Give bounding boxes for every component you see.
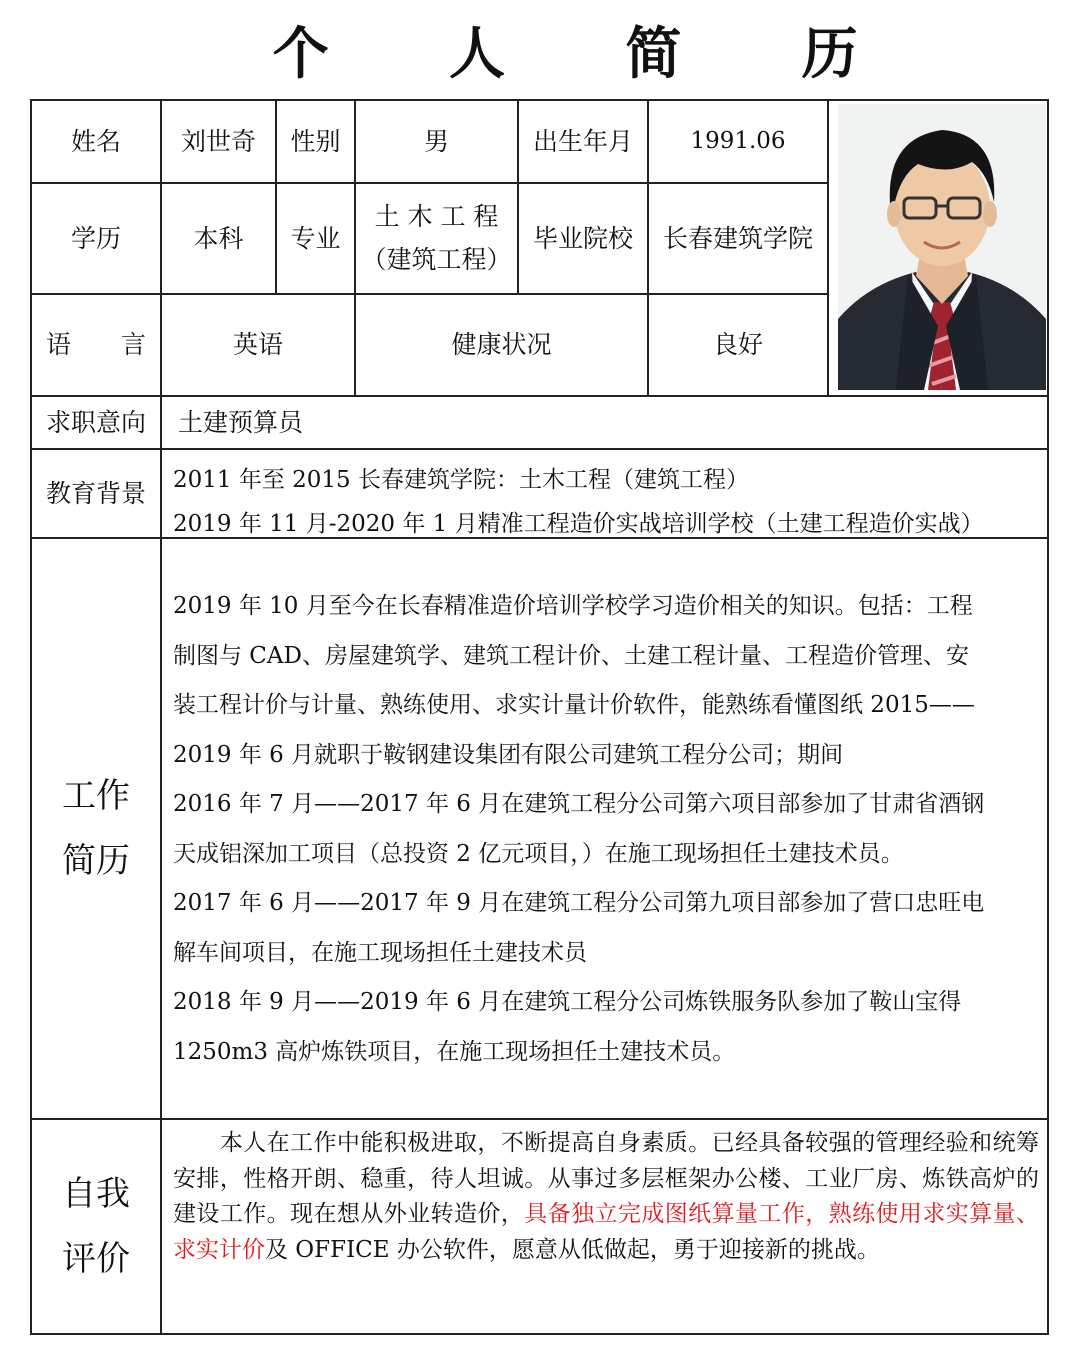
work-line: 2017 年 6 月——2017 年 9 月在建筑工程分公司第九项目部参加了营口忠旺电 — [173, 890, 985, 916]
language-value: 英语 — [232, 330, 283, 360]
health-label: 健康状况 — [451, 330, 552, 360]
birth-label: 出生年月 — [532, 126, 633, 156]
major-line-2: （建筑工程） — [361, 244, 512, 274]
self-eval-highlight: 具备独立完成图纸算量工作，熟练使用求实算量、求实计价 — [173, 1201, 1040, 1263]
name-value: 刘世奇 — [180, 126, 256, 156]
work-line: 装工程计价与计量、熟练使用、求实计量计价软件，能熟练看懂图纸 2015—— — [173, 692, 975, 718]
work-line: 天成铝深加工项目（总投资 2 亿元项目，）在施工现场担任土建技术员。 — [173, 840, 904, 867]
major-label: 专业 — [290, 223, 341, 253]
self-eval-part-1: 本人在工作中能积极进取，不断提高自身素质。已经具备较强的管理经验和统筹安排，性格开朗、稳重，待人坦诚。从事过多层框架办公楼、工业厂房、炼铁高炉的建设工作。现在想从外业转造价， — [173, 1130, 1039, 1227]
name-label: 姓名 — [70, 126, 121, 156]
education-line-2: 2019 年 11 月-2020 年 1 月精准工程造价实战培训学校（土建工程造价实战） — [173, 511, 984, 537]
work-line: 2018 年 9 月——2019 年 6 月在建筑工程分公司炼铁服务队参加了鞍山宝得 — [173, 989, 962, 1015]
work-line: 解车间项目，在施工现场担任土建技术员 — [173, 939, 587, 966]
work-line: 制图与 CAD、房屋建筑学、建筑工程计价、土建工程计量、工程造价管理、安 — [173, 642, 969, 669]
work-line: 2019 年 6 月就职于鞍钢建设集团有限公司建筑工程分公司；期间 — [173, 741, 844, 768]
objective-label: 求职意向 — [45, 407, 146, 437]
degree-value: 本科 — [193, 223, 244, 253]
birth-value: 1991.06 — [690, 128, 786, 155]
school-label: 毕业院校 — [532, 223, 633, 253]
work-history-text — [173, 582, 1043, 1077]
page-title: 个 人 简 历 — [272, 21, 909, 87]
major-line-1: 土 木 工 程 — [374, 202, 499, 231]
education-line-1: 2011 年至 2015 长春建筑学院：土木工程（建筑工程） — [173, 467, 749, 493]
gender-value: 男 — [423, 126, 449, 156]
objective-value: 土建预算员 — [178, 407, 304, 437]
self-eval-label-line-1: 自我 — [62, 1173, 130, 1214]
major-value — [356, 184, 517, 293]
education-label: 教育背景 — [45, 478, 146, 508]
health-value: 良好 — [712, 330, 763, 360]
gender-label: 性别 — [290, 126, 341, 156]
language-label: 语 言 — [45, 330, 146, 360]
self-eval-part-2: 及 OFFICE 办公软件，愿意从低做起，勇于迎接新的挑战。 — [265, 1236, 880, 1263]
work-line: 2016 年 7 月——2017 年 6 月在建筑工程分公司第六项目部参加了甘肃省酒钢 — [173, 791, 985, 817]
school-value: 长春建筑学院 — [662, 223, 813, 253]
work-line: 1250m3 高炉炼铁项目，在施工现场担任土建技术员。 — [173, 1038, 736, 1065]
work-label-line-1: 工作 — [62, 775, 130, 816]
portrait-photo — [838, 104, 1046, 390]
self-eval-label — [32, 1120, 160, 1333]
work-label-line-2: 简历 — [62, 840, 130, 881]
degree-label: 学历 — [70, 223, 121, 253]
self-eval-text — [173, 1126, 1039, 1268]
self-eval-label-line-2: 评价 — [62, 1238, 130, 1279]
work-label — [32, 539, 160, 1118]
work-line: 2019 年 10 月至今在长春精准造价培训学校学习造价相关的知识。包括：工程 — [173, 593, 973, 619]
